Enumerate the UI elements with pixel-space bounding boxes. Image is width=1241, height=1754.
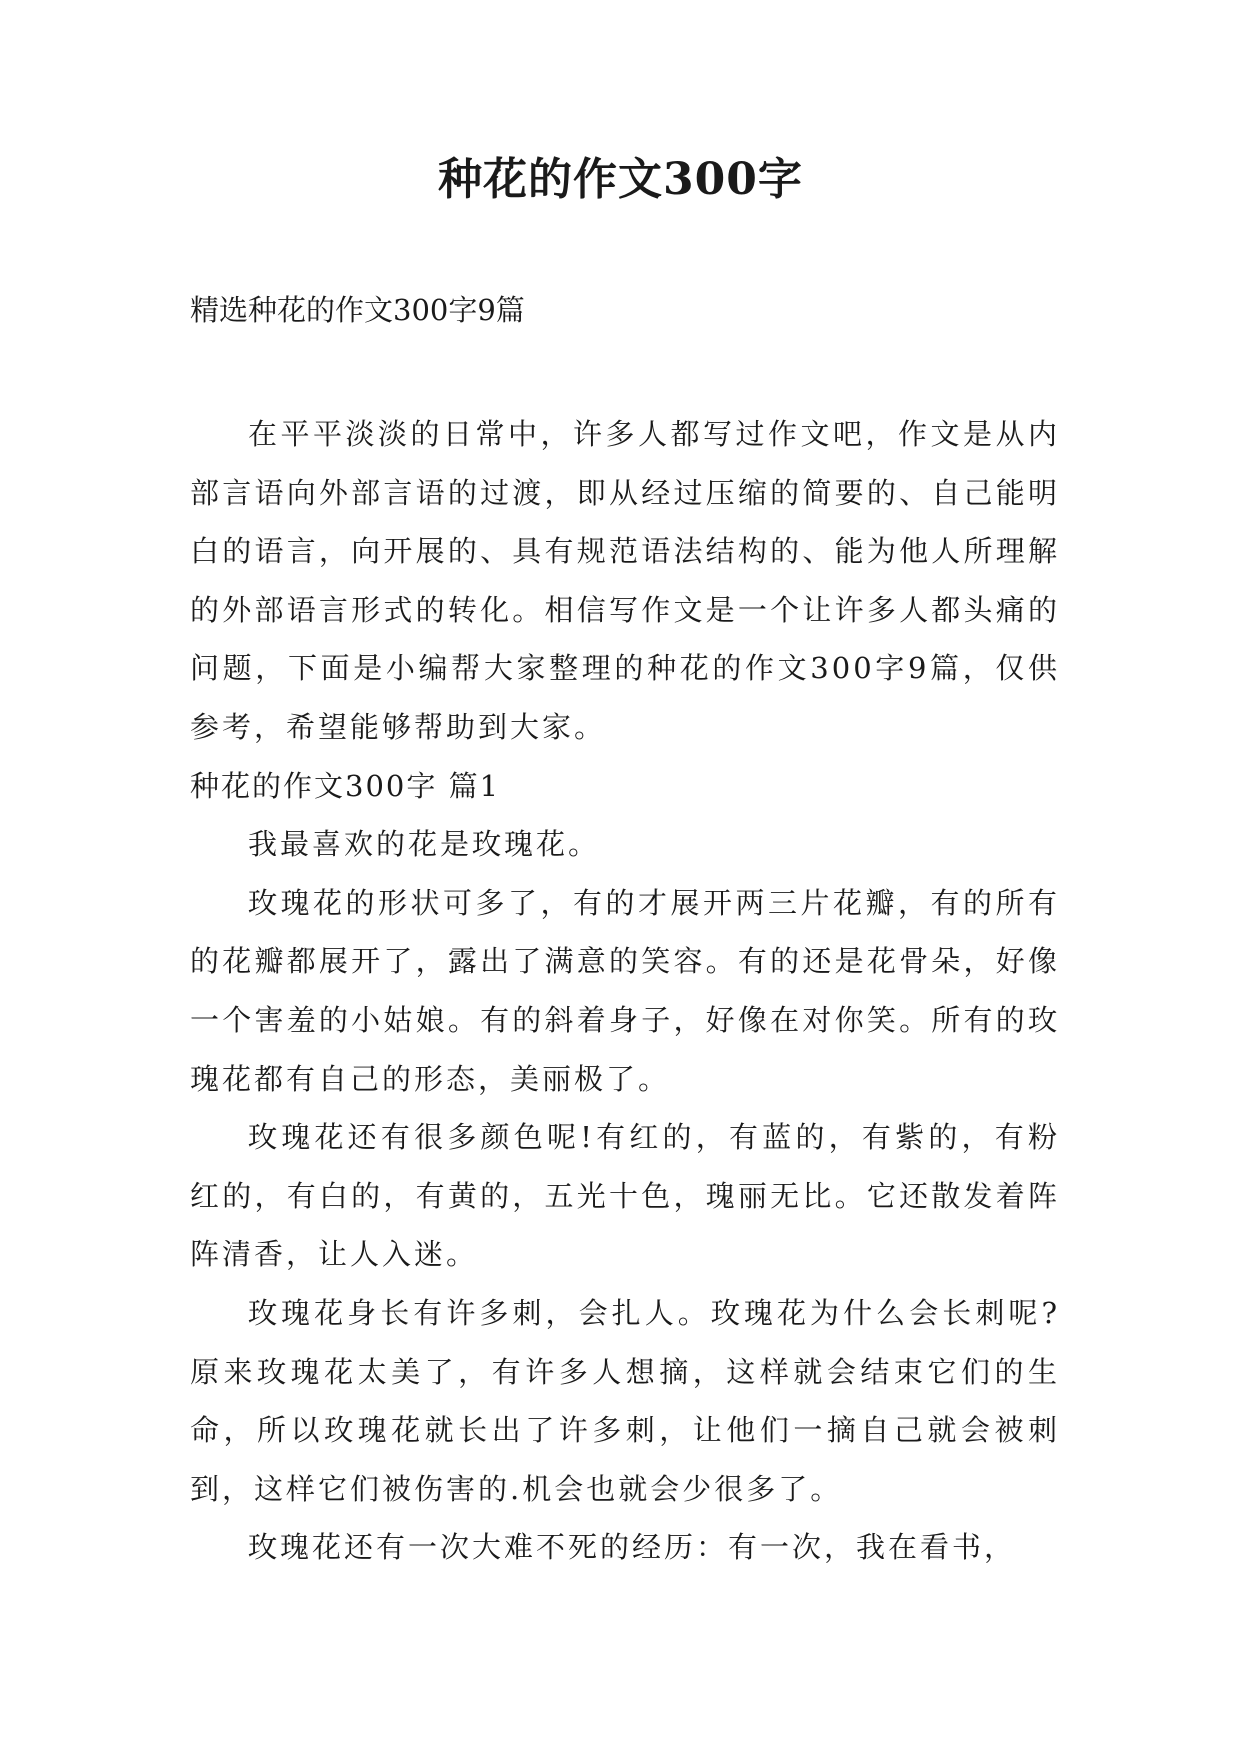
body-paragraph: 玫瑰花还有很多颜色呢!有红的，有蓝的，有紫的，有粉红的，有白的，有黄的，五光十色，瑰丽无比。它还散发着阵阵清香，让人入迷。	[190, 1120, 1060, 1272]
intro-paragraph: 在平平淡淡的日常中，许多人都写过作文吧，作文是从内部言语向外部言语的过渡，即从经过压缩的简要的、自己能明白的语言，向开展的、具有规范语法结构的、能为他人所理解的外部语言形式的转化。相信写作文是一个让许多人都头痛的问题，下面是小编帮大家整理的种花的作文300字9篇，仅供参考，希望能够帮助到大家。	[190, 417, 1060, 744]
body-paragraph: 玫瑰花身长有许多刺，会扎人。玫瑰花为什么会长刺呢?原来玫瑰花太美了，有许多人想摘，这样就会结束它们的生命，所以玫瑰花就长出了许多刺，让他们一摘自己就会被刺到，这样它们被伤害的.机会也就会少很多了。	[190, 1295, 1060, 1506]
body-paragraph: 玫瑰花的形状可多了，有的才展开两三片花瓣，有的所有的花瓣都展开了，露出了满意的笑容。有的还是花骨朵，好像一个害羞的小姑娘。有的斜着身子，好像在对你笑。所有的玫瑰花都有自己的形态，美丽极了。	[190, 885, 1060, 1096]
body-paragraph: 玫瑰花还有一次大难不死的经历：有一次，我在看书，	[248, 1530, 1017, 1565]
document-subtitle: 精选种花的作文300字9篇	[190, 293, 525, 327]
section-heading: 种花的作文300字 篇1	[190, 768, 501, 803]
document-body	[190, 405, 1060, 1577]
body-paragraph: 我最喜欢的花是玫瑰花。	[248, 827, 601, 862]
page-title: 种花的作文300字	[438, 154, 803, 205]
